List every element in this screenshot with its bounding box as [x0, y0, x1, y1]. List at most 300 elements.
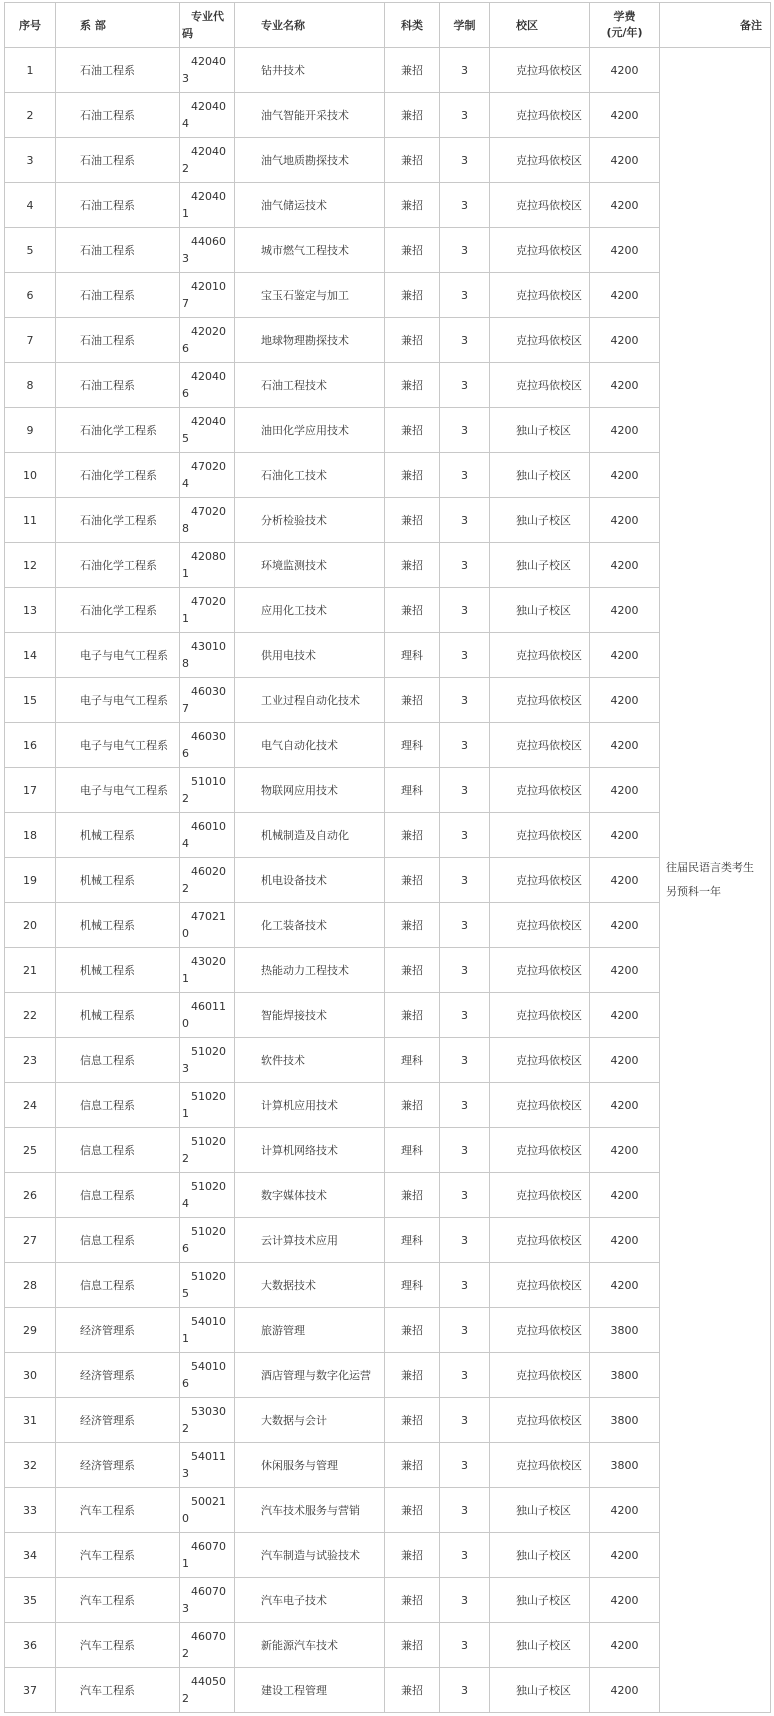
- row-code-part2: 0: [182, 1017, 189, 1030]
- table-row: [5, 948, 771, 993]
- row-campus: 克拉玛依校区: [490, 363, 590, 408]
- row-no: 2: [5, 93, 56, 138]
- row-code: [180, 543, 235, 588]
- row-code-part1: 54011: [191, 1450, 226, 1463]
- row-fee: 4200: [590, 93, 660, 138]
- row-major: 油气储运技术: [235, 183, 385, 228]
- row-no: 24: [5, 1083, 56, 1128]
- row-fee: 4200: [590, 273, 660, 318]
- row-category: 兼招: [385, 1083, 440, 1128]
- row-category: 兼招: [385, 453, 440, 498]
- row-category: 兼招: [385, 588, 440, 633]
- row-code: [180, 93, 235, 138]
- row-code-part2: 3: [182, 1467, 189, 1480]
- row-code-part1: 47020: [191, 505, 226, 518]
- row-fee: 4200: [590, 363, 660, 408]
- row-code: [180, 678, 235, 723]
- table-row: [5, 1398, 771, 1443]
- row-code-part1: 51020: [191, 1090, 226, 1103]
- row-code-part2: 1: [182, 567, 189, 580]
- row-fee: 4200: [590, 1038, 660, 1083]
- row-no: 34: [5, 1533, 56, 1578]
- row-code-part1: 53030: [191, 1405, 226, 1418]
- row-code: [180, 1083, 235, 1128]
- row-dept: 机械工程系: [56, 858, 180, 903]
- row-no: 8: [5, 363, 56, 408]
- row-years: 3: [440, 1128, 490, 1173]
- row-fee: 4200: [590, 1083, 660, 1128]
- header-note: 备注: [660, 3, 771, 48]
- row-major: 城市燃气工程技术: [235, 228, 385, 273]
- majors-table: [4, 2, 771, 1713]
- row-code-part2: 2: [182, 162, 189, 175]
- row-years: 3: [440, 903, 490, 948]
- row-major: 汽车电子技术: [235, 1578, 385, 1623]
- header-row: [5, 3, 771, 48]
- row-major: 新能源汽车技术: [235, 1623, 385, 1668]
- row-years: 3: [440, 48, 490, 93]
- row-no: 23: [5, 1038, 56, 1083]
- row-campus: 克拉玛依校区: [490, 948, 590, 993]
- table-row: [5, 813, 771, 858]
- row-campus: 克拉玛依校区: [490, 48, 590, 93]
- row-category: 理科: [385, 768, 440, 813]
- row-campus: 克拉玛依校区: [490, 1083, 590, 1128]
- row-fee: 4200: [590, 723, 660, 768]
- row-category: 兼招: [385, 48, 440, 93]
- row-code-part1: 47021: [191, 910, 226, 923]
- row-no: 7: [5, 318, 56, 363]
- row-code: [180, 903, 235, 948]
- row-code-part1: 42040: [191, 145, 226, 158]
- table-row: [5, 273, 771, 318]
- row-code-part2: 0: [182, 1512, 189, 1525]
- row-no: 30: [5, 1353, 56, 1398]
- row-code-part2: 4: [182, 837, 189, 850]
- row-fee: 4200: [590, 903, 660, 948]
- row-code-part2: 4: [182, 1197, 189, 1210]
- row-years: 3: [440, 678, 490, 723]
- row-category: 兼招: [385, 678, 440, 723]
- row-category: 兼招: [385, 858, 440, 903]
- row-fee: 4200: [590, 1533, 660, 1578]
- row-code-part1: 46030: [191, 685, 226, 698]
- header-fee: [590, 3, 660, 48]
- row-major: 石油工程技术: [235, 363, 385, 408]
- row-dept: 电子与电气工程系: [56, 723, 180, 768]
- row-years: 3: [440, 543, 490, 588]
- row-campus: 克拉玛依校区: [490, 993, 590, 1038]
- table-row: [5, 183, 771, 228]
- row-years: 3: [440, 1353, 490, 1398]
- row-category: 兼招: [385, 1488, 440, 1533]
- row-code-part2: 2: [182, 1152, 189, 1165]
- table-row: [5, 588, 771, 633]
- row-no: 22: [5, 993, 56, 1038]
- row-fee: 4200: [590, 318, 660, 363]
- row-code-part2: 7: [182, 297, 189, 310]
- row-fee: 4200: [590, 48, 660, 93]
- row-category: 兼招: [385, 1398, 440, 1443]
- row-fee: 4200: [590, 813, 660, 858]
- row-major: 分析检验技术: [235, 498, 385, 543]
- row-no: 4: [5, 183, 56, 228]
- row-dept: 石油工程系: [56, 93, 180, 138]
- table-row: [5, 723, 771, 768]
- row-code-part1: 51020: [191, 1045, 226, 1058]
- row-dept: 信息工程系: [56, 1128, 180, 1173]
- row-fee: 3800: [590, 1353, 660, 1398]
- row-category: 兼招: [385, 1533, 440, 1578]
- header-code: [180, 3, 235, 48]
- row-dept: 汽车工程系: [56, 1623, 180, 1668]
- row-code: [180, 498, 235, 543]
- row-dept: 石油化学工程系: [56, 453, 180, 498]
- row-campus: 克拉玛依校区: [490, 228, 590, 273]
- row-no: 32: [5, 1443, 56, 1488]
- table-row: [5, 1533, 771, 1578]
- row-dept: 经济管理系: [56, 1443, 180, 1488]
- row-years: 3: [440, 1578, 490, 1623]
- row-category: 理科: [385, 1038, 440, 1083]
- row-code-part1: 42040: [191, 100, 226, 113]
- table-row: [5, 1038, 771, 1083]
- row-code: [180, 1443, 235, 1488]
- row-years: 3: [440, 1218, 490, 1263]
- row-no: 3: [5, 138, 56, 183]
- row-dept: 石油工程系: [56, 363, 180, 408]
- row-code-part1: 43010: [191, 640, 226, 653]
- row-dept: 石油化学工程系: [56, 408, 180, 453]
- row-dept: 信息工程系: [56, 1173, 180, 1218]
- row-fee: 4200: [590, 768, 660, 813]
- row-code-part2: 0: [182, 927, 189, 940]
- table-row: [5, 93, 771, 138]
- row-fee: 4200: [590, 1623, 660, 1668]
- row-no: 26: [5, 1173, 56, 1218]
- row-code-part2: 1: [182, 1332, 189, 1345]
- row-fee: 4200: [590, 858, 660, 903]
- row-code-part1: 47020: [191, 595, 226, 608]
- row-campus: 克拉玛依校区: [490, 1353, 590, 1398]
- row-code-part2: 6: [182, 1242, 189, 1255]
- row-code-part2: 3: [182, 1602, 189, 1615]
- row-code: [180, 633, 235, 678]
- row-category: 兼招: [385, 1623, 440, 1668]
- row-years: 3: [440, 498, 490, 543]
- row-fee: 4200: [590, 1578, 660, 1623]
- row-major: 钻井技术: [235, 48, 385, 93]
- row-code-part2: 1: [182, 1107, 189, 1120]
- row-fee: 4200: [590, 1488, 660, 1533]
- row-years: 3: [440, 228, 490, 273]
- row-major: 酒店管理与数字化运营: [235, 1353, 385, 1398]
- row-major: 机械制造及自动化: [235, 813, 385, 858]
- row-major: 汽车制造与试验技术: [235, 1533, 385, 1578]
- row-code-part2: 2: [182, 1692, 189, 1705]
- row-dept: 石油化学工程系: [56, 588, 180, 633]
- row-category: 兼招: [385, 543, 440, 588]
- row-dept: 信息工程系: [56, 1038, 180, 1083]
- table-row: [5, 408, 771, 453]
- row-dept: 电子与电气工程系: [56, 768, 180, 813]
- table-row: [5, 1488, 771, 1533]
- table-row: [5, 1308, 771, 1353]
- table-row: [5, 1353, 771, 1398]
- table-row: [5, 228, 771, 273]
- table-row: [5, 1668, 771, 1713]
- row-no: 19: [5, 858, 56, 903]
- row-no: 33: [5, 1488, 56, 1533]
- header-category: 科类: [385, 3, 440, 48]
- table-row: [5, 318, 771, 363]
- row-major: 热能动力工程技术: [235, 948, 385, 993]
- row-years: 3: [440, 858, 490, 903]
- row-code-part1: 51020: [191, 1180, 226, 1193]
- row-dept: 汽车工程系: [56, 1668, 180, 1713]
- row-dept: 石油工程系: [56, 228, 180, 273]
- row-fee: 4200: [590, 993, 660, 1038]
- row-fee: 4200: [590, 678, 660, 723]
- row-code-part2: 6: [182, 342, 189, 355]
- row-years: 3: [440, 453, 490, 498]
- row-category: 兼招: [385, 228, 440, 273]
- row-no: 1: [5, 48, 56, 93]
- table-row: [5, 1083, 771, 1128]
- row-major: 地球物理勘探技术: [235, 318, 385, 363]
- row-code: [180, 1173, 235, 1218]
- row-category: 兼招: [385, 408, 440, 453]
- row-code: [180, 228, 235, 273]
- table-row: [5, 678, 771, 723]
- row-dept: 电子与电气工程系: [56, 633, 180, 678]
- row-code-part2: 6: [182, 387, 189, 400]
- row-code-part1: 42010: [191, 280, 226, 293]
- table-row: [5, 1578, 771, 1623]
- row-major: 大数据技术: [235, 1263, 385, 1308]
- row-code-part1: 46070: [191, 1630, 226, 1643]
- row-code: [180, 948, 235, 993]
- row-code-part1: 42040: [191, 190, 226, 203]
- row-category: 兼招: [385, 813, 440, 858]
- row-years: 3: [440, 318, 490, 363]
- row-code-part1: 42040: [191, 415, 226, 428]
- row-code: [180, 723, 235, 768]
- header-fee-line2: (元/年): [606, 26, 643, 39]
- row-code: [180, 138, 235, 183]
- row-years: 3: [440, 408, 490, 453]
- table-row: [5, 363, 771, 408]
- row-category: 兼招: [385, 93, 440, 138]
- row-code: [180, 1128, 235, 1173]
- row-code: [180, 1263, 235, 1308]
- row-code: [180, 1488, 235, 1533]
- row-code-part1: 46011: [191, 1000, 226, 1013]
- row-years: 3: [440, 1038, 490, 1083]
- header-dept: 系 部: [56, 3, 180, 48]
- row-code: [180, 363, 235, 408]
- row-campus: 克拉玛依校区: [490, 633, 590, 678]
- table-row: [5, 768, 771, 813]
- row-code-part1: 46010: [191, 820, 226, 833]
- row-years: 3: [440, 363, 490, 408]
- row-fee: 4200: [590, 1218, 660, 1263]
- row-no: 16: [5, 723, 56, 768]
- row-major: 计算机应用技术: [235, 1083, 385, 1128]
- row-no: 17: [5, 768, 56, 813]
- table-row: [5, 1443, 771, 1488]
- row-code-part2: 2: [182, 1422, 189, 1435]
- row-no: 37: [5, 1668, 56, 1713]
- header-code-line1: 专业代: [191, 10, 224, 23]
- row-no: 10: [5, 453, 56, 498]
- row-dept: 机械工程系: [56, 813, 180, 858]
- row-dept: 机械工程系: [56, 993, 180, 1038]
- row-campus: 独山子校区: [490, 1488, 590, 1533]
- row-code-part1: 46070: [191, 1585, 226, 1598]
- row-campus: 独山子校区: [490, 408, 590, 453]
- row-category: 兼招: [385, 138, 440, 183]
- row-major: 建设工程管理: [235, 1668, 385, 1713]
- row-campus: 克拉玛依校区: [490, 183, 590, 228]
- row-code: [180, 1353, 235, 1398]
- row-dept: 信息工程系: [56, 1083, 180, 1128]
- row-code-part2: 1: [182, 1557, 189, 1570]
- row-code-part1: 51020: [191, 1270, 226, 1283]
- row-category: 理科: [385, 1218, 440, 1263]
- row-fee: 4200: [590, 588, 660, 633]
- row-campus: 克拉玛依校区: [490, 93, 590, 138]
- row-code-part1: 50021: [191, 1495, 226, 1508]
- row-fee: 4200: [590, 1128, 660, 1173]
- row-campus: 克拉玛依校区: [490, 723, 590, 768]
- row-no: 14: [5, 633, 56, 678]
- row-campus: 克拉玛依校区: [490, 1263, 590, 1308]
- row-code: [180, 183, 235, 228]
- row-major: 工业过程自动化技术: [235, 678, 385, 723]
- row-code-part2: 8: [182, 657, 189, 670]
- row-no: 31: [5, 1398, 56, 1443]
- row-no: 36: [5, 1623, 56, 1668]
- row-years: 3: [440, 1173, 490, 1218]
- row-major: 软件技术: [235, 1038, 385, 1083]
- row-no: 27: [5, 1218, 56, 1263]
- row-code: [180, 273, 235, 318]
- row-code-part1: 54010: [191, 1315, 226, 1328]
- row-campus: 克拉玛依校区: [490, 678, 590, 723]
- row-code: [180, 1623, 235, 1668]
- row-code: [180, 1398, 235, 1443]
- row-code-part2: 4: [182, 117, 189, 130]
- row-campus: 独山子校区: [490, 498, 590, 543]
- row-category: 兼招: [385, 993, 440, 1038]
- row-category: 兼招: [385, 1308, 440, 1353]
- row-code: [180, 1578, 235, 1623]
- row-campus: 克拉玛依校区: [490, 1443, 590, 1488]
- table-body: [5, 48, 771, 1713]
- row-code: [180, 408, 235, 453]
- row-code: [180, 588, 235, 633]
- row-major: 供用电技术: [235, 633, 385, 678]
- row-code-part1: 42040: [191, 370, 226, 383]
- row-dept: 汽车工程系: [56, 1578, 180, 1623]
- row-years: 3: [440, 723, 490, 768]
- row-code: [180, 1533, 235, 1578]
- row-dept: 电子与电气工程系: [56, 678, 180, 723]
- row-category: 兼招: [385, 273, 440, 318]
- row-code: [180, 48, 235, 93]
- row-major: 油气地质勘探技术: [235, 138, 385, 183]
- row-no: 13: [5, 588, 56, 633]
- row-campus: 克拉玛依校区: [490, 318, 590, 363]
- row-fee: 4200: [590, 453, 660, 498]
- row-no: 6: [5, 273, 56, 318]
- row-code: [180, 453, 235, 498]
- row-no: 18: [5, 813, 56, 858]
- row-code-part2: 2: [182, 792, 189, 805]
- row-fee: 4200: [590, 633, 660, 678]
- row-years: 3: [440, 1398, 490, 1443]
- header-years: 学制: [440, 3, 490, 48]
- table-row: [5, 498, 771, 543]
- row-years: 3: [440, 588, 490, 633]
- row-campus: 克拉玛依校区: [490, 273, 590, 318]
- row-code: [180, 993, 235, 1038]
- row-category: 兼招: [385, 1443, 440, 1488]
- row-years: 3: [440, 93, 490, 138]
- row-dept: 石油工程系: [56, 48, 180, 93]
- row-code: [180, 1038, 235, 1083]
- row-code: [180, 768, 235, 813]
- row-major: 化工装备技术: [235, 903, 385, 948]
- row-category: 兼招: [385, 1578, 440, 1623]
- table-row: [5, 993, 771, 1038]
- row-no: 5: [5, 228, 56, 273]
- row-category: 兼招: [385, 318, 440, 363]
- row-code-part1: 54010: [191, 1360, 226, 1373]
- row-years: 3: [440, 273, 490, 318]
- row-major: 应用化工技术: [235, 588, 385, 633]
- note-cell: 往届民语言类考生另预科一年: [660, 48, 771, 1713]
- table-row: [5, 1173, 771, 1218]
- row-dept: 经济管理系: [56, 1353, 180, 1398]
- row-no: 11: [5, 498, 56, 543]
- header-code-line2: 码: [182, 27, 193, 40]
- row-code-part2: 2: [182, 882, 189, 895]
- row-years: 3: [440, 1533, 490, 1578]
- row-campus: 克拉玛依校区: [490, 1398, 590, 1443]
- row-major: 汽车技术服务与营销: [235, 1488, 385, 1533]
- row-dept: 经济管理系: [56, 1398, 180, 1443]
- row-dept: 石油工程系: [56, 183, 180, 228]
- row-code-part1: 46020: [191, 865, 226, 878]
- row-no: 20: [5, 903, 56, 948]
- row-fee: 4200: [590, 183, 660, 228]
- row-fee: 3800: [590, 1308, 660, 1353]
- table-row: [5, 48, 771, 93]
- row-no: 29: [5, 1308, 56, 1353]
- row-dept: 石油化学工程系: [56, 543, 180, 588]
- row-campus: 独山子校区: [490, 453, 590, 498]
- row-major: 智能焊接技术: [235, 993, 385, 1038]
- row-major: 油气智能开采技术: [235, 93, 385, 138]
- row-major: 休闲服务与管理: [235, 1443, 385, 1488]
- row-code-part1: 51010: [191, 775, 226, 788]
- row-category: 兼招: [385, 948, 440, 993]
- row-code-part2: 4: [182, 477, 189, 490]
- row-campus: 克拉玛依校区: [490, 138, 590, 183]
- row-fee: 4200: [590, 1668, 660, 1713]
